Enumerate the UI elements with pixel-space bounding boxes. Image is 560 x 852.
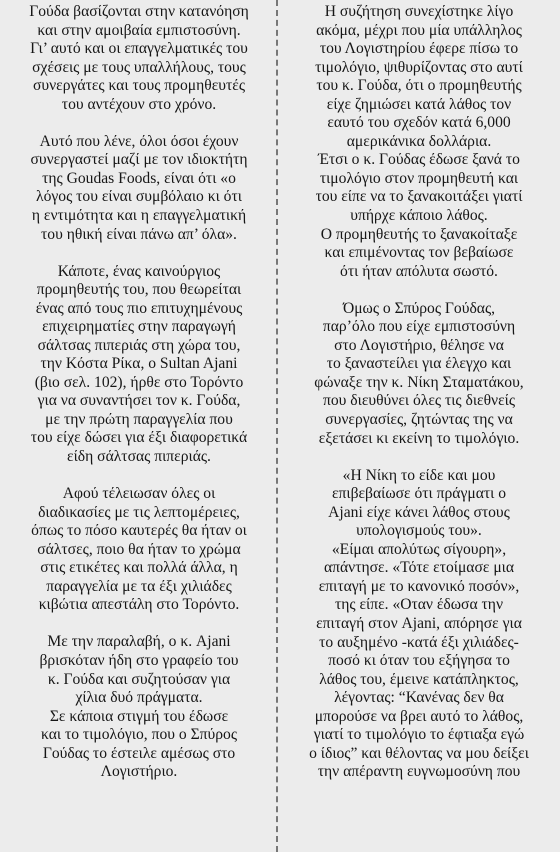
right-paragraph-1: Η συζήτηση συνεχίστηκε λίγο ακόμα, μέχρι που μία υπάλληλος του Λογιστηρίου έφερε πίσω το τιμολόγιο, ψιθυρίζοντας στο αυτί του κ. Γούδα, ότι ο προμηθευτής είχε ζημιώσει κατά λάθος τον εαυτό του σχεδόν κατά 6,000 αμερικάνικα δολλάρια. Έτσι ο κ. Γούδας έδωσε ξανά το τιμολόγιο στον προμηθευτή και του είπε να το ξανακοιτάξει γιατί υπήρχε κάποιο λάθος. Ο προμηθευτής το ξανακοίταξε και επιμένοντας τον βεβαίωσε ότι ήταν απόλυτα σωστό. bbox=[315, 3, 523, 280]
left-paragraph-1: Γούδα βασίζονται στην κατανόηση και στην αμοιβαία εμπιστοσύνη. Γι’ αυτό και οι επαγγελματικές του σχέσεις με τους υπαλλήλους, τους συνεργάτες και τους προμηθευτές του αντέχουν στο χρόνο. bbox=[29, 3, 249, 113]
paragraph-gap bbox=[4, 244, 274, 263]
paragraph-gap bbox=[4, 114, 274, 133]
column-divider bbox=[276, 0, 278, 852]
left-paragraph-2: Αυτό που λένε, όλοι όσοι έχουν συνεργαστεί μαζί με τον ιδιοκτήτη της Goudas Foods, είναι ότι «ο λόγος του είναι συμβόλαιο κι ότι η εντιμότητα και η επαγγελματική του ηθική είναι πάνω απ’ όλα». bbox=[30, 132, 248, 243]
paragraph-gap bbox=[285, 448, 553, 467]
right-column bbox=[285, 3, 553, 782]
left-paragraph-5: Με την παραλαβή, ο κ. Ajani βρισκόταν ήδη στο γραφείο του κ. Γούδα και συζητούσαν για χίλια δυό πράγματα. Σε κάποια στιγμή του έδωσε και το τιμολόγιο, που ο Σπύρος Γούδας το έστειλε αμέσως στο Λογιστήριο. bbox=[39, 633, 239, 781]
left-paragraph-3: Κάποτε, ένας καινούργιος προμηθευτής του, που θεωρείται ένας από τους πιο επιτυχημένους επιχειρηματίες στην παραγωγή σάλτσας πιπεριάς στη χώρα του, την Κόστα Ρίκα, ο Sultan Ajani (βιο σελ. 102), ήρθε στο Τορόντο για να συναντήσει τον κ. Γούδα, με την πρώτη παραγγελία που του είχε δώσει για έξι διαφορετικά είδη σάλτσας πιπεριάς. bbox=[30, 262, 248, 466]
paragraph-gap bbox=[285, 281, 553, 300]
right-paragraph-3: «Η Νίκη το είδε και μου επιβεβαίωσε ότι πράγματι ο Ajani είχε κάνει λάθος στους υπολογισμούς του». «Είμαι απολύτως σίγουρη», απάντησε. «Τότε ετοίμασε μια επιταγή με το κανονικό ποσόν», της είπε. «Οταν έδωσα την επιταγή στον Ajani, απόρησε για το αυξημένο -κατά έξι χιλιάδες- ποσό κι όταν του εξήγησα το λάθος του, έμεινε κατάπληκτος, λέγοντας: “Κανένας δεν θα μπορούσε να βρει αυτό το λάθος, γιατί το τιμολόγιο το έφτιαξα εγώ ο ίδιος” και θέλοντας να μου δείξει την απέραντη ευγνωμοσύνη που bbox=[309, 466, 529, 781]
right-paragraph-2: Όμως ο Σπύρος Γούδας, παρ’όλο που είχε εμπιστοσύνη στο Λογιστήριο, θέλησε να το ξαναστείλει για έλεγχο και φώναξε την κ. Νίκη Σταματάκου, που διευθύνει όλες τις διεθνείς συνεργασίες, ζητώντας της να εξετάσει κι εκείνη το τιμολόγιο. bbox=[314, 299, 524, 447]
paragraph-gap bbox=[4, 615, 274, 634]
paragraph-gap bbox=[4, 467, 274, 486]
left-column bbox=[4, 3, 274, 782]
left-paragraph-4: Αφού τέλειωσαν όλες οι διαδικασίες με τις λεπτομέρειες, όπως το πόσο καυτερές θα ήταν οι σάλτσες, ποιο θα ήταν το χρώμα στις ετικέτες και πολλά άλλα, η παραγγελία με τα έξι χιλιάδες κιβώτια απεστάλη στο Τορόντο. bbox=[31, 485, 247, 614]
